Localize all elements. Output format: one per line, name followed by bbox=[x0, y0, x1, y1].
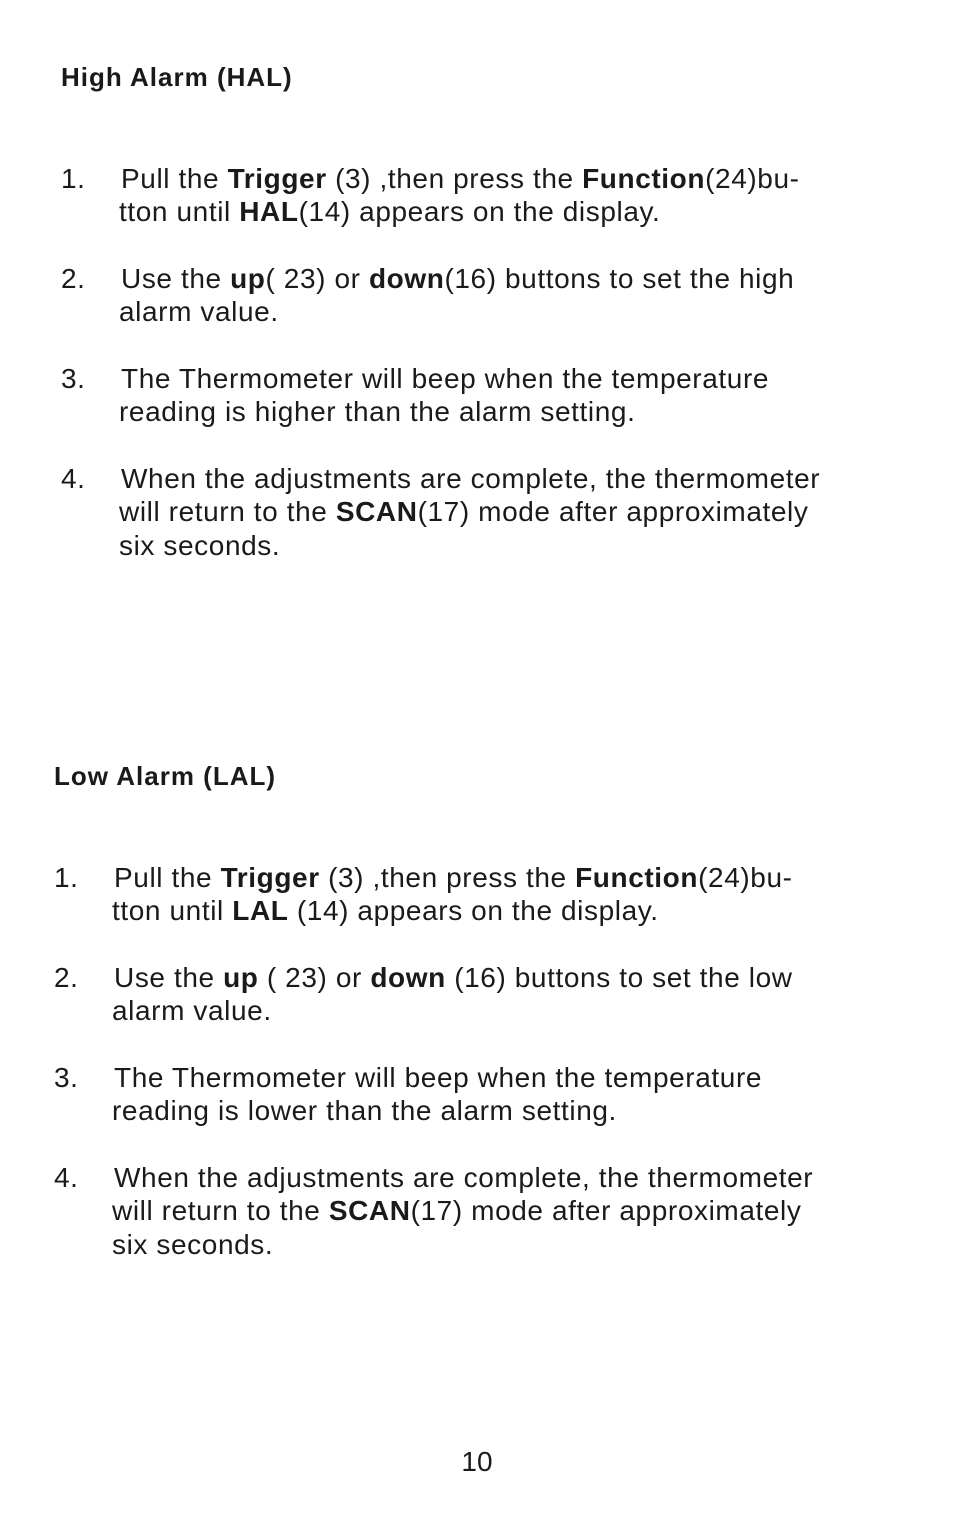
step-line: The Thermometer will beep when the temperature bbox=[121, 363, 770, 394]
step-line: Use the up( 23) or down(16) buttons to set the high bbox=[121, 263, 795, 294]
step-line: reading is higher than the alarm setting. bbox=[119, 396, 636, 427]
step-number: 2. bbox=[54, 962, 79, 993]
lal-term: LAL bbox=[232, 895, 289, 926]
step-number: 1. bbox=[54, 862, 79, 893]
down-term: down bbox=[368, 263, 445, 294]
down-term: down bbox=[370, 962, 446, 993]
function-term: Function bbox=[582, 163, 706, 194]
page-number: 10 bbox=[461, 1446, 493, 1477]
scan-term: SCAN bbox=[335, 496, 418, 527]
step-line: The Thermometer will beep when the temperature bbox=[114, 1062, 763, 1093]
step-line: will return to the SCAN(17) mode after approximately bbox=[119, 496, 809, 527]
step-line: reading is lower than the alarm setting. bbox=[112, 1095, 617, 1126]
step-line: Use the up ( 23) or down (16) buttons to set the low bbox=[114, 962, 793, 993]
trigger-term: Trigger bbox=[227, 163, 327, 194]
step-line: tton until LAL (14) appears on the display. bbox=[112, 895, 659, 926]
step-line: tton until HAL(14) appears on the display. bbox=[119, 196, 661, 227]
step-line: When the adjustments are complete, the thermometer bbox=[114, 1162, 814, 1193]
scan-term: SCAN bbox=[328, 1195, 411, 1226]
step-number: 4. bbox=[54, 1162, 79, 1193]
step-line: Pull the Trigger (3) ,then press the Function(24)bu- bbox=[114, 862, 793, 893]
hal-term: HAL bbox=[239, 196, 299, 227]
step-line: alarm value. bbox=[119, 296, 279, 327]
step-number: 2. bbox=[61, 263, 86, 294]
up-term: up bbox=[223, 962, 259, 993]
low-alarm-heading: Low Alarm (LAL) bbox=[54, 761, 277, 791]
step-number: 1. bbox=[61, 163, 86, 194]
step-line: Pull the Trigger (3) ,then press the Function(24)bu- bbox=[121, 163, 800, 194]
step-line: When the adjustments are complete, the thermometer bbox=[121, 463, 821, 494]
step-number: 3. bbox=[61, 363, 86, 394]
step-line: will return to the SCAN(17) mode after approximately bbox=[112, 1195, 802, 1226]
step-line: six seconds. bbox=[112, 1229, 274, 1260]
step-line: alarm value. bbox=[112, 995, 272, 1026]
step-number: 3. bbox=[54, 1062, 79, 1093]
step-number: 4. bbox=[61, 463, 86, 494]
up-term: up bbox=[230, 263, 266, 294]
function-term: Function bbox=[575, 862, 699, 893]
trigger-term: Trigger bbox=[220, 862, 320, 893]
high-alarm-heading: High Alarm (HAL) bbox=[61, 62, 293, 92]
step-line: six seconds. bbox=[119, 530, 281, 561]
